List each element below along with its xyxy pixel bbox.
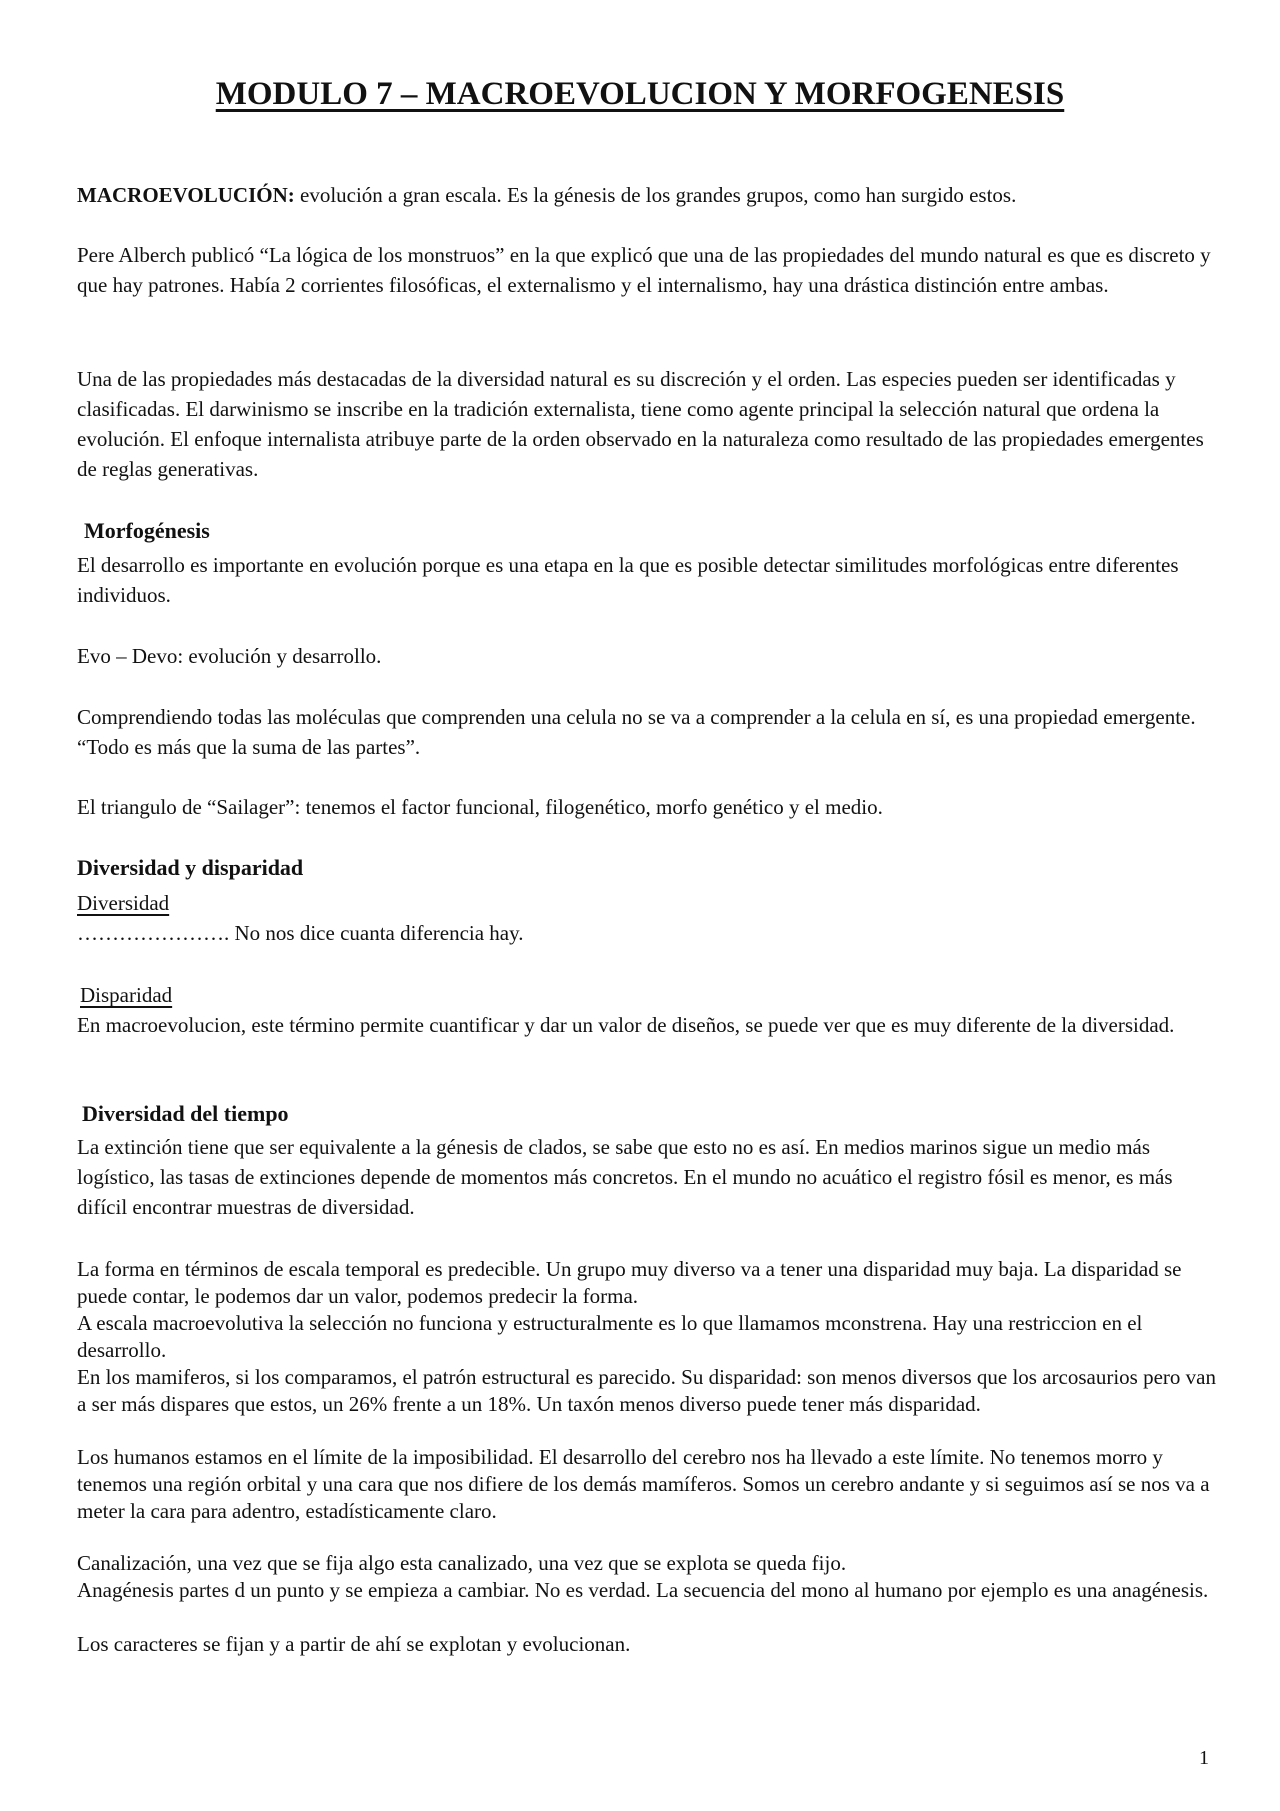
document-title: MODULO 7 – MACROEVOLUCION Y MORFOGENESIS — [215, 76, 1065, 112]
evo-devo-paragraph: Evo – Devo: evolución y desarrollo. — [77, 644, 382, 668]
anagenesis-paragraph: Anagénesis partes d un punto y se empieza a cambiar. No es verdad. La secuencia del mono al humano por ejemplo es una anagénesis. — [77, 1578, 1209, 1602]
diversidad-natural-paragraph: Una de las propiedades más destacadas de la diversidad natural es su discreción y el orden. Las especies pueden ser identificadas y clasificadas. El darwinismo se inscribe en la tradición externalista, tiene como agente principal la selección natural que ordena la evolución. El enfoque internalista atribuye parte de la orden observado en la naturaleza como resultado de las propiedades emergentes de reglas generativas. — [77, 367, 1204, 481]
diversidad-disparidad-heading: Diversidad y disparidad — [77, 855, 304, 880]
extincion-paragraph: La extinción tiene que ser equivalente a la génesis de clados, se sabe que esto no es así. En medios marinos sigue un medio más logístico, las tasas de extinciones depende de momentos más concretos. En el mundo no acuático el registro fósil es menor, es más difícil encontrar muestras de diversidad. — [77, 1135, 1173, 1219]
intro-paragraph — [77, 180, 1217, 210]
intro-term: MACROEVOLUCIÓN: — [77, 183, 295, 207]
disparidad-label-text: Disparidad — [80, 983, 173, 1007]
diversidad-label-text: Diversidad — [77, 891, 170, 915]
diversidad-label — [77, 888, 1217, 918]
sailager-triangle-paragraph: El triangulo de “Sailager”: tenemos el factor funcional, filogenético, morfo genético y el medio. — [77, 795, 883, 819]
diversidad-tiempo-heading: Diversidad del tiempo — [82, 1101, 289, 1126]
macroevolutiva-paragraph: A escala macroevolutiva la selección no funciona y estructuralmente es lo que llamamos mconstrena. Hay una restriccion en el desarrollo. — [77, 1311, 1143, 1362]
forma-paragraph: La forma en términos de escala temporal es predecible. Un grupo muy diverso va a tener una disparidad muy baja. La disparidad se puede contar, le podemos dar un valor, podemos predecir la forma. — [77, 1257, 1182, 1308]
page-number: 1 — [1199, 1747, 1209, 1769]
disparidad-text: En macroevolucion, este término permite cuantificar y dar un valor de diseños, se puede ver que es muy diferente de la diversidad. — [77, 1013, 1175, 1037]
morfogenesis-heading: Morfogénesis — [84, 518, 210, 543]
caracteres-paragraph: Los caracteres se fijan y a partir de ahí se explotan y evolucionan. — [77, 1632, 631, 1656]
morfogenesis-paragraph-1: El desarrollo es importante en evolución porque es una etapa en la que es posible detectar similitudes morfológicas entre diferentes individuos. — [77, 553, 1179, 607]
diversidad-text: …………………. No nos dice cuanta diferencia hay. — [77, 921, 524, 945]
mamiferos-paragraph: En los mamiferos, si los comparamos, el patrón estructural es parecido. Su disparidad: son menos diversos que los arcosaurios pero van a ser más dispares que estos, un 26% frente a un 18%. Un taxón menos diverso puede tener más disparidad. — [77, 1365, 1216, 1416]
intro-text: evolución a gran escala. Es la génesis de los grandes grupos, como han surgido estos. — [294, 183, 1017, 207]
disparidad-label — [80, 980, 1220, 1010]
alberch-paragraph: Pere Alberch publicó “La lógica de los monstruos” en la que explicó que una de las propiedades del mundo natural es que es discreto y que hay patrones. Había 2 corrientes filosóficas, el externalismo y el internalismo, hay una drástica distinción entre ambas. — [77, 243, 1211, 297]
emergent-property-paragraph: Comprendiendo todas las moléculas que comprenden una celula no se va a comprender a la celula en sí, es una propiedad emergente. “Todo es más que la suma de las partes”. — [77, 705, 1196, 759]
humanos-paragraph: Los humanos estamos en el límite de la imposibilidad. El desarrollo del cerebro nos ha llevado a este límite. No tenemos morro y tenemos una región orbital y una cara que nos difiere de los demás mamíferos. Somos un cerebro andante y si seguimos así se nos va a meter la cara para adentro, estadísticamente claro. — [77, 1445, 1210, 1523]
canalizacion-paragraph: Canalización, una vez que se fija algo esta canalizado, una vez que se explota se queda fijo. — [77, 1551, 847, 1575]
